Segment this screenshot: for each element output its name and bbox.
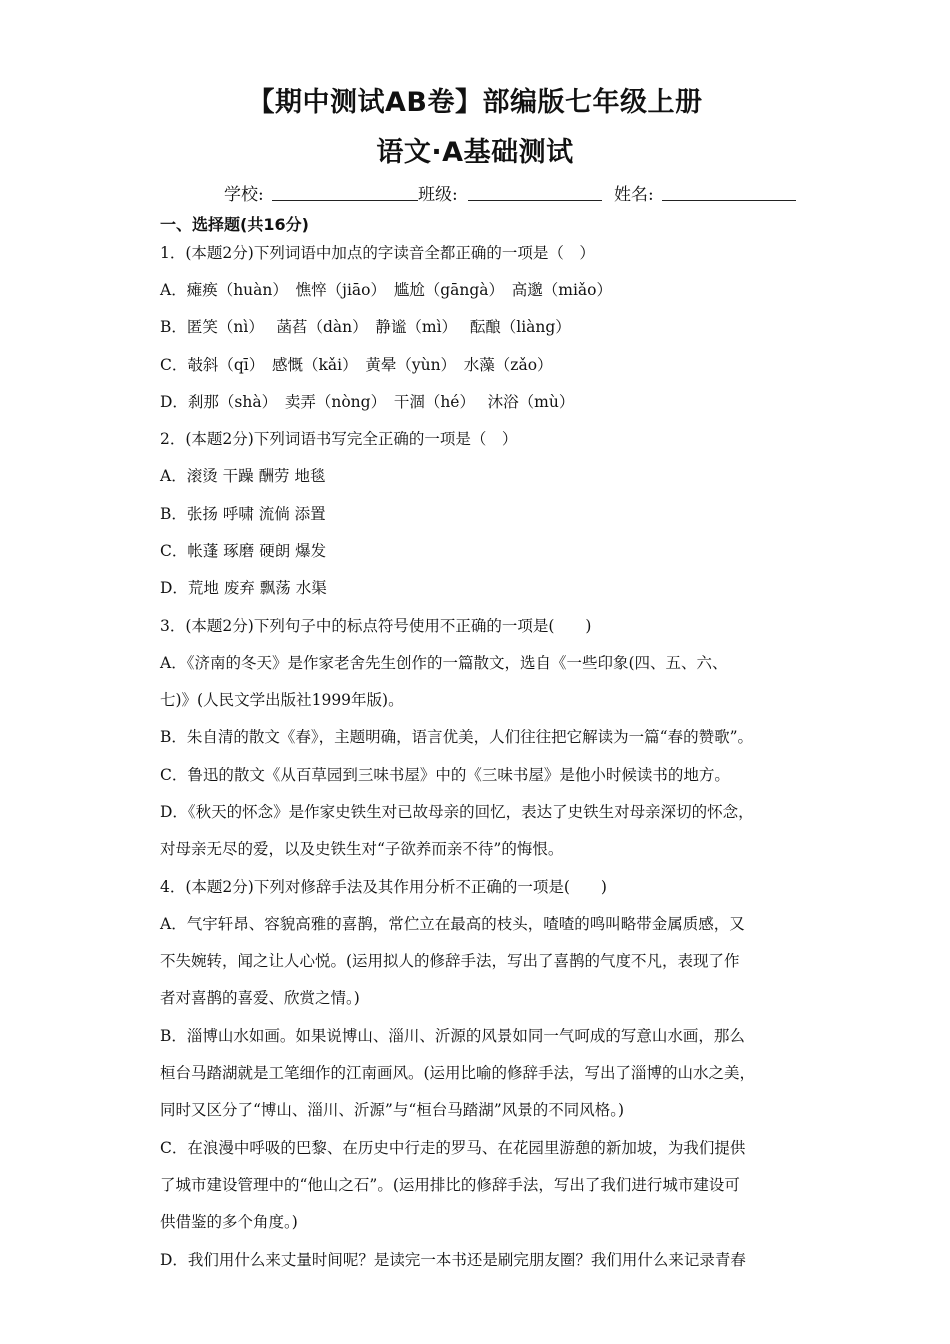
option-line: 不失婉转，闻之让人心悦。(运用拟人的修辞手法，写出了喜鹊的气度不凡，表现了作 [160,952,740,970]
student-info-line [224,180,804,206]
exam-title: 【期中测试AB卷】部编版七年级上册 [247,87,703,118]
option-line: 了城市建设管理中的“他山之石”。(运用排比的修辞手法，写出了我们进行城市建设可 [160,1176,740,1194]
school-blank[interactable] [272,200,418,201]
option-line: B．淄博山水如画。如果说博山、淄川、沂源的风景如同一气呵成的写意山水画，那么 [160,1027,745,1045]
option-line: 供借鉴的多个角度。) [160,1213,298,1231]
exam-subtitle: 语文·A基础测试 [376,137,574,168]
question-line: 2．(本题2分)下列词语书写完全正确的一项是（ ） [160,430,518,448]
class-blank[interactable] [468,200,602,201]
section-heading: 一、选择题(共16分) [160,215,309,234]
option-line: B．匿笑（nì） 菡萏（dàn） 静谧（mì） 酝酿（liàng） [160,318,571,336]
option-line: A．《济南的冬天》是作家老舍先生创作的一篇散文，选自《一些印象(四、五、六、 [160,654,728,672]
question-line: 3．(本题2分)下列句子中的标点符号使用不正确的一项是( ) [160,617,592,635]
option-line: 对母亲无尽的爱，以及史铁生对“子欲养而亲不待”的悔恨。 [160,840,564,858]
school-label: 学校: [224,185,264,205]
option-line: D．我们用什么来丈量时间呢？是读完一本书还是刷完朋友圈？我们用什么来记录青春 [160,1251,746,1269]
name-label: 姓名: [614,185,654,205]
option-line: C．在浪漫中呼吸的巴黎、在历史中行走的罗马、在花园里游憩的新加坡，为我们提供 [160,1139,746,1157]
option-line: B．张扬 呼啸 流倘 添置 [160,505,326,523]
option-line: A．气宇轩昂、容貌高雅的喜鹊，常伫立在最高的枝头，喳喳的鸣叫略带金属质感，又 [160,915,745,933]
option-line: 者对喜鹊的喜爱、欣赏之情。) [160,989,360,1007]
option-line: C．帐蓬 琢磨 硬朗 爆发 [160,542,327,560]
name-blank[interactable] [662,200,796,201]
option-line: A．瘫痪（huàn） 憔悴（jiāo） 尴尬（gāngà） 高邈（miǎo） [160,281,613,299]
option-line: 桓台马踏湖就是工笔细作的江南画风。(运用比喻的修辞手法，写出了淄博的山水之美， [160,1064,756,1082]
option-line: 同时又区分了“博山、淄川、沂源”与“桓台马踏湖”风景的不同风格。) [160,1101,624,1119]
option-line: A．滚烫 干躁 酬劳 地毯 [160,467,326,485]
class-label: 班级: [418,185,458,205]
option-line: C．鲁迅的散文《从百草园到三味书屋》中的《三味书屋》是他小时候读书的地方。 [160,766,730,784]
question-line: 4．(本题2分)下列对修辞手法及其作用分析不正确的一项是( ) [160,878,607,896]
option-line: 七)》(人民文学出版社1999年版)。 [160,691,404,709]
question-line: 1．(本题2分)下列词语中加点的字读音全都正确的一项是（ ） [160,244,595,262]
option-line: B．朱自清的散文《春》，主题明确，语言优美，人们往往把它解读为一篇“春的赞歌”。 [160,728,753,746]
option-line: D．刹那（shà） 卖弄（nòng） 干涸（hé） 沐浴（mù） [160,393,575,411]
option-line: D．《秋天的怀念》是作家史铁生对已故母亲的回忆，表达了史铁生对母亲深切的怀念， [160,803,754,821]
option-line: C．攲斜（qī） 感慨（kǎi） 黄晕（yùn） 水藻（zǎo） [160,356,553,374]
option-line: D．荒地 废弃 飘荡 水渠 [160,579,327,597]
